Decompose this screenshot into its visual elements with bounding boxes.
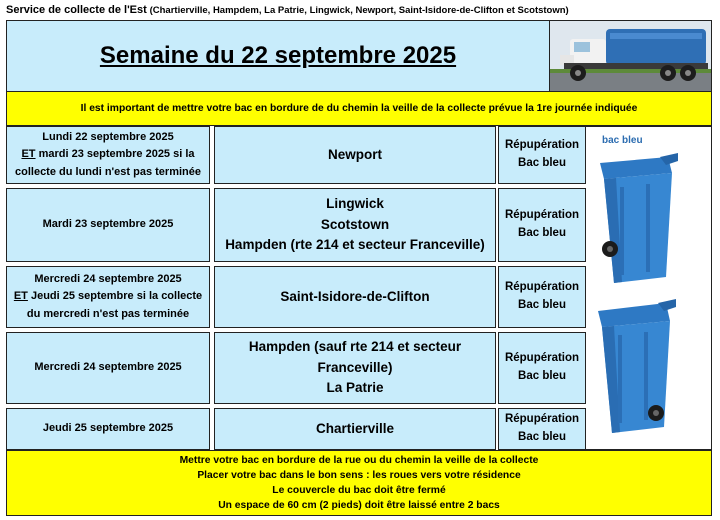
type-line: Répupération [504,281,580,294]
bin-label: bac bleu [602,135,643,146]
collection-town [214,266,496,328]
notice-banner [6,92,712,126]
collection-type [498,332,586,404]
town-line: Hampden (rte 214 et secteur Franceville) [225,237,485,253]
truck-illustration [550,21,712,92]
collection-town [214,126,496,184]
date-line [15,146,201,163]
town-line: Franceville) [317,359,393,375]
collection-date [6,266,210,328]
collection-type [498,408,586,450]
collection-date [6,188,210,262]
town-line: La Patrie [326,380,384,396]
date-line: Mardi 23 septembre 2025 [42,218,174,231]
instruction-line: Mettre votre bac en bordure de la rue ou du chemin la veille de la collecte [179,455,539,466]
date-line: du mercredi n'est pas terminée [26,307,190,320]
service-title [6,4,714,20]
schedule-row [6,332,586,404]
instruction-line: Un espace de 60 cm (2 pieds) doit être laissé entre 2 bacs [218,500,500,511]
bin-type-line: Bac bleu [518,370,566,382]
service-towns: (Chartierville, Hampdem, La Patrie, Lingwick, Newport, Saint-Isidore-de-Clifton et Scotstown) [149,5,569,16]
collection-date [6,126,210,184]
bin-type-line: Bac bleu [518,299,566,311]
date-line-rest: mardi 23 septembre 2025 si la [35,148,195,161]
instruction-line: Le couvercle du bac doit être fermé [272,485,446,496]
schedule-row [6,188,586,262]
type-line: Répupération [504,413,580,426]
type-line: Répupération [504,139,580,152]
collection-town [214,408,496,450]
et-marker: ET [13,290,28,303]
collection-type [498,126,586,184]
type-line: Répupération [504,352,580,365]
type-line: Répupération [504,209,580,222]
collection-town [214,188,496,262]
date-line [14,288,202,305]
instruction-line: Placer votre bac dans le bon sens : les roues vers votre résidence [197,470,521,481]
date-line: Lundi 22 septembre 2025 [42,131,174,144]
town-line: Hampden (sauf rte 214 et secteur [248,338,462,354]
bin-type-line: Bac bleu [518,157,566,169]
schedule-row [6,126,586,184]
blue-bin-column [586,126,712,450]
collection-town [214,332,496,404]
date-line: Mercredi 24 septembre 2025 [34,273,182,286]
date-line-rest: Jeudi 25 septembre si la collecte [27,290,203,303]
bin-type-line: Bac bleu [518,227,566,239]
bin-type-line: Bac bleu [518,431,566,443]
collection-date [6,408,210,450]
collection-date [6,332,210,404]
collection-type [498,266,586,328]
date-line: Jeudi 25 septembre 2025 [42,422,174,435]
et-marker: ET [21,148,36,161]
blue-bin-icon [586,127,712,451]
service-name: Service de collecte de l'Est [6,4,147,16]
town-line: Newport [328,146,382,162]
schedule-row [6,408,586,450]
week-title: Semaine du 22 septembre 2025 [99,42,457,69]
schedule-row [6,266,586,328]
collection-type [498,188,586,262]
town-line: Saint-Isidore-de-Clifton [280,288,430,304]
town-line: Lingwick [326,195,384,211]
town-line: Scotstown [320,216,390,232]
week-header [6,20,550,92]
date-line: collecte du lundi n'est pas terminée [15,165,201,178]
town-line: Chartierville [315,420,395,436]
date-line: Mercredi 24 septembre 2025 [34,361,182,374]
notice-text: Il est important de mettre votre bac en bordure de du chemin la veille de la collecte prévue la 1re journée indiquée [80,103,638,114]
garbage-truck-image [550,20,712,92]
instructions-banner [6,450,712,516]
